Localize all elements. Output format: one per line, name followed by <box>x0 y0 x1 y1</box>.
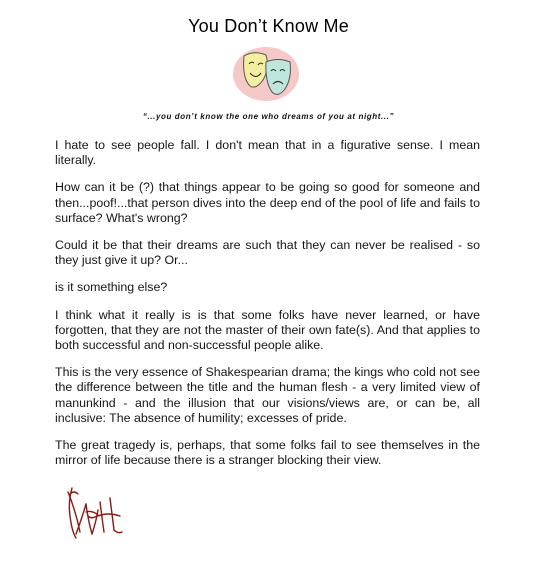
paragraph-7: The great tragedy is, perhaps, that some folks fail to see themselves in the mirror of life because there is a stranger blocking their view. <box>55 438 480 468</box>
handwritten-signature <box>62 482 126 544</box>
paragraph-3: Could it be that their dreams are such that they can never be realised - so they just give it up? Or... <box>55 238 480 268</box>
tagline-quote: “...you don’t know the one who dreams of you at night...” <box>142 112 395 121</box>
paragraph-6: This is the very essence of Shakespearian drama; the kings who cold not see the difference between the title and the human flesh - a very limited view of manunkind - and the illusion that our visions/views are, or can be, all inclusive: The absence of humility; excesses of pride. <box>55 365 480 425</box>
paragraph-5: I think what it really is is that some folks have never learned, or have forgotten, that they are not the master of their own fate(s). And that applies to both successful and non-successful people alike. <box>55 307 480 353</box>
page-title: You Don’t Know Me <box>188 16 349 36</box>
paragraph-2: How can it be (?) that things appear to be going so good for someone and then...poof!...that person dives into the deep end of the pool of life and fails to surface? What's wrong? <box>55 180 480 225</box>
body-text <box>55 138 480 480</box>
paragraph-1: I hate to see people fall. I don't mean that in a figurative sense. I mean literally. <box>55 138 480 168</box>
paragraph-4: is it something else? <box>55 280 168 295</box>
theatre-masks-icon <box>230 46 306 104</box>
